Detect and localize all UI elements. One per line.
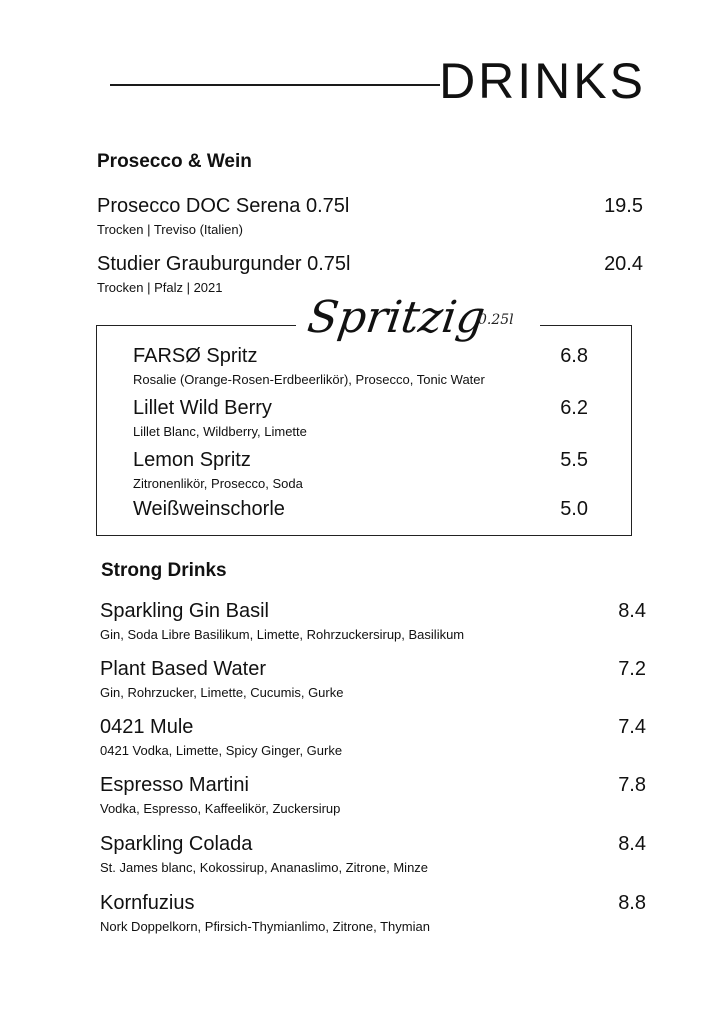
item-name: Lillet Wild Berry — [133, 397, 272, 419]
item-description: Zitronenlikör, Prosecco, Soda — [133, 476, 303, 491]
section-heading-prosecco-wein: Prosecco & Wein — [97, 151, 252, 172]
menu-item — [133, 343, 588, 388]
item-description: St. James blanc, Kokossirup, Ananaslimo, Zitrone, Minze — [100, 860, 429, 875]
spritzig-heading: Spritzig — [304, 292, 489, 343]
item-description: Lillet Blanc, Wildberry, Limette — [133, 424, 307, 439]
item-name: Sparkling Colada — [100, 833, 253, 855]
item-price: 5.5 — [560, 449, 588, 471]
item-price: 6.8 — [560, 345, 588, 367]
menu-item — [133, 496, 588, 522]
item-price: 20.4 — [604, 253, 643, 275]
item-price: 7.2 — [618, 658, 646, 680]
item-name: Kornfuzius — [100, 892, 195, 914]
item-name: Lemon Spritz — [133, 449, 251, 471]
menu-item — [100, 831, 646, 876]
menu-item — [100, 598, 646, 643]
menu-item — [100, 714, 646, 759]
item-description: Vodka, Espresso, Kaffeelikör, Zuckersirup — [100, 801, 341, 816]
item-name: Plant Based Water — [100, 658, 267, 680]
header-divider-line — [110, 84, 440, 86]
item-description: Nork Doppelkorn, Pfirsich-Thymianlimo, Zitrone, Thymian — [100, 919, 430, 934]
menu-item — [100, 890, 646, 935]
item-name: 0421 Mule — [100, 716, 194, 738]
item-price: 6.2 — [560, 397, 588, 419]
item-price: 8.4 — [618, 833, 646, 855]
item-price: 8.8 — [618, 892, 646, 914]
item-name: FARSØ Spritz — [133, 345, 258, 367]
item-description: Rosalie (Orange-Rosen-Erdbeerlikör), Prosecco, Tonic Water — [133, 372, 485, 387]
menu-item — [97, 193, 645, 238]
item-description: Trocken | Pfalz | 2021 — [97, 280, 223, 295]
item-description: 0421 Vodka, Limette, Spicy Ginger, Gurke — [100, 743, 343, 758]
item-price: 7.4 — [618, 716, 646, 738]
item-name: Prosecco DOC Serena 0.75l — [97, 195, 350, 217]
section-heading-strong-drinks: Strong Drinks — [101, 560, 227, 581]
item-price: 8.4 — [618, 600, 646, 622]
item-description: Trocken | Treviso (Italien) — [97, 222, 243, 237]
item-price: 5.0 — [560, 498, 588, 520]
item-name: Sparkling Gin Basil — [100, 600, 269, 622]
item-description: Gin, Rohrzucker, Limette, Cucumis, Gurke — [100, 685, 344, 700]
menu-item — [133, 395, 588, 440]
item-name: Espresso Martini — [100, 774, 249, 796]
item-description: Gin, Soda Libre Basilikum, Limette, Rohrzuckersirup, Basilikum — [100, 627, 465, 642]
spritzig-size: 0.25l — [478, 312, 514, 328]
menu-item — [100, 772, 646, 817]
item-price: 7.8 — [618, 774, 646, 796]
item-price: 19.5 — [604, 195, 643, 217]
page-title: DRINKS — [439, 53, 646, 109]
item-name: Weißweinschorle — [133, 498, 285, 520]
menu-item — [100, 656, 646, 701]
menu-item — [133, 447, 588, 492]
item-name: Studier Grauburgunder 0.75l — [97, 253, 351, 275]
